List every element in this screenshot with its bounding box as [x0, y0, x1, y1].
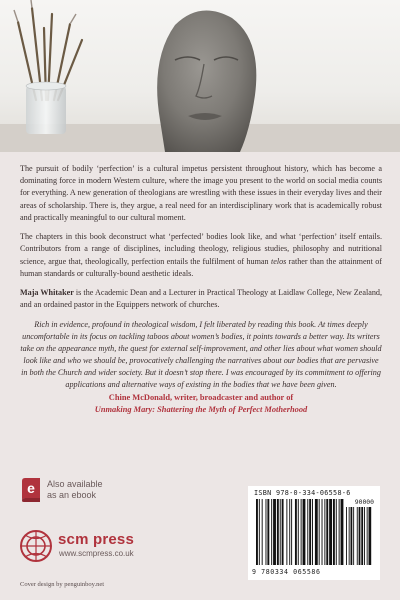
publisher-block: [20, 530, 220, 570]
barcode-bar: [273, 499, 276, 565]
review-quote: Rich in evidence, profound in theological wisdom, I felt liberated by reading this book. At times deeply uncomfortable in its focus on tackling taboos about women’s bodies, it points towards a better way. Its writers take on the appearance myth, the quest for external self-improvement, and other lies about what women should look like and who we should be, provocatively challenging the narratives about our bodies that are pervasive in both the Church and wider society. But it doesn’t stop there. I was encouraged by its commitment to offering applications and alternative ways of existing in the bodies that we have been given.: [20, 319, 382, 389]
barcode-bar: [309, 499, 311, 565]
ebook-line-2: as an ebook: [47, 490, 97, 501]
attribution-line: Chine McDonald, writer, broadcaster and author of: [108, 392, 294, 402]
ebook-line-1: Also available: [47, 479, 103, 489]
svg-text:e: e: [27, 480, 35, 496]
review-attribution: [20, 392, 382, 416]
scm-press-logo-icon: [20, 530, 52, 562]
barcode-bar: [286, 499, 287, 565]
barcode-bar: [307, 499, 308, 565]
barcode-bar: [326, 499, 328, 565]
barcode-bar: [298, 499, 299, 565]
barcode-bar: [341, 499, 344, 565]
barcode-bar: [319, 499, 320, 565]
barcode-bar: [312, 499, 313, 565]
publisher-url: www.scmpress.co.uk: [59, 549, 134, 558]
barcode-bar: [277, 499, 279, 565]
barcode-addon-bar: [357, 507, 358, 565]
barcode-bars: [254, 499, 374, 567]
barcode-bar: [262, 499, 263, 565]
barcode-addon-bar: [351, 507, 353, 565]
barcode-bar: [282, 499, 284, 565]
barcode-addon-bar: [359, 507, 361, 565]
barcode-bar: [324, 499, 325, 565]
barcode-bar: [266, 499, 267, 565]
blurb-telos: telos: [270, 256, 287, 266]
barcode-bar: [329, 499, 332, 565]
barcode-bar: [333, 499, 335, 565]
barcode-bar: [295, 499, 297, 565]
blurb-paragraph-2-part1: The chapters in this book deconstruct what ‘perfected’ bodies look like, and what ‘perfection’ itself entails. Contributors from a range of disciplines, including theology, religious studies, philosophy and nutritional science, argue that, theologically, perfection entails the fulfilment of human: [20, 232, 382, 266]
barcode-bar: [291, 499, 292, 565]
clay-face-illustration: [0, 0, 400, 152]
barcode-addon-bar: [349, 507, 350, 565]
blurb-paragraph-2: [20, 231, 382, 280]
isbn-text: [254, 489, 351, 497]
barcode-bar: [301, 499, 302, 565]
barcode-bar: [271, 499, 272, 565]
barcode-bar: [259, 499, 260, 565]
blurb-paragraph-2-part2: rather than the attainment of human standards or culturally-bound aesthetic ideals.: [20, 256, 382, 278]
isbn-number: ISBN 978-0-334-06558-6: [254, 489, 351, 497]
barcode-bar: [256, 499, 258, 565]
ebook-e-icon: [20, 478, 42, 502]
barcode-bar: [289, 499, 290, 565]
author-name: Maja Whitaker: [20, 288, 74, 298]
barcode-addon-bar: [364, 507, 365, 565]
author-bio: [20, 287, 382, 311]
barcode-addon-bar: [367, 507, 368, 565]
barcode-bar: [303, 499, 306, 565]
barcode-bar: [267, 499, 269, 565]
barcode-addon-bar: [369, 507, 372, 565]
price-code: 90000: [354, 498, 374, 506]
barcode-number: 9 780334 065586: [252, 568, 321, 576]
barcode-bar: [322, 499, 323, 565]
barcode-addon-bar: [361, 507, 363, 565]
publisher-name: scm press: [58, 531, 135, 548]
cover-photo: [0, 0, 400, 152]
cover-design-credit: Cover design by penguinboy.net: [20, 581, 105, 588]
barcode-bar: [339, 499, 340, 565]
barcode-addon-bar: [346, 507, 347, 565]
attribution-book-title: Unmaking Mary: Shattering the Myth of Perfect Motherhood: [94, 405, 308, 415]
barcode-addon-bar: [353, 507, 354, 565]
barcode-bar: [315, 499, 318, 565]
blurb-paragraph-1: The pursuit of bodily ‘perfection’ is a cultural impetus persistent throughout history, which has become a dominating force in modern Western culture, where the image you present to the world on social media counts for everything. A new generation of theologians are wrestling with these issues in their everyday lives and their areas of scholarship. There is, they argue, a real need for an interdisciplinary work that is academically robust and practically meaningful to our cultural moment.: [20, 164, 382, 222]
ebook-notice: [20, 478, 140, 504]
author-bio-text: is the Academic Dean and a Lecturer in Practical Theology at Laidlaw College, New Zealand, and an ordained pastor in the Equippers network of churches.: [20, 288, 382, 310]
barcode-bar: [336, 499, 337, 565]
isbn-barcode: [248, 486, 380, 580]
back-cover-text: [20, 163, 382, 416]
barcode-bar: [280, 499, 281, 565]
